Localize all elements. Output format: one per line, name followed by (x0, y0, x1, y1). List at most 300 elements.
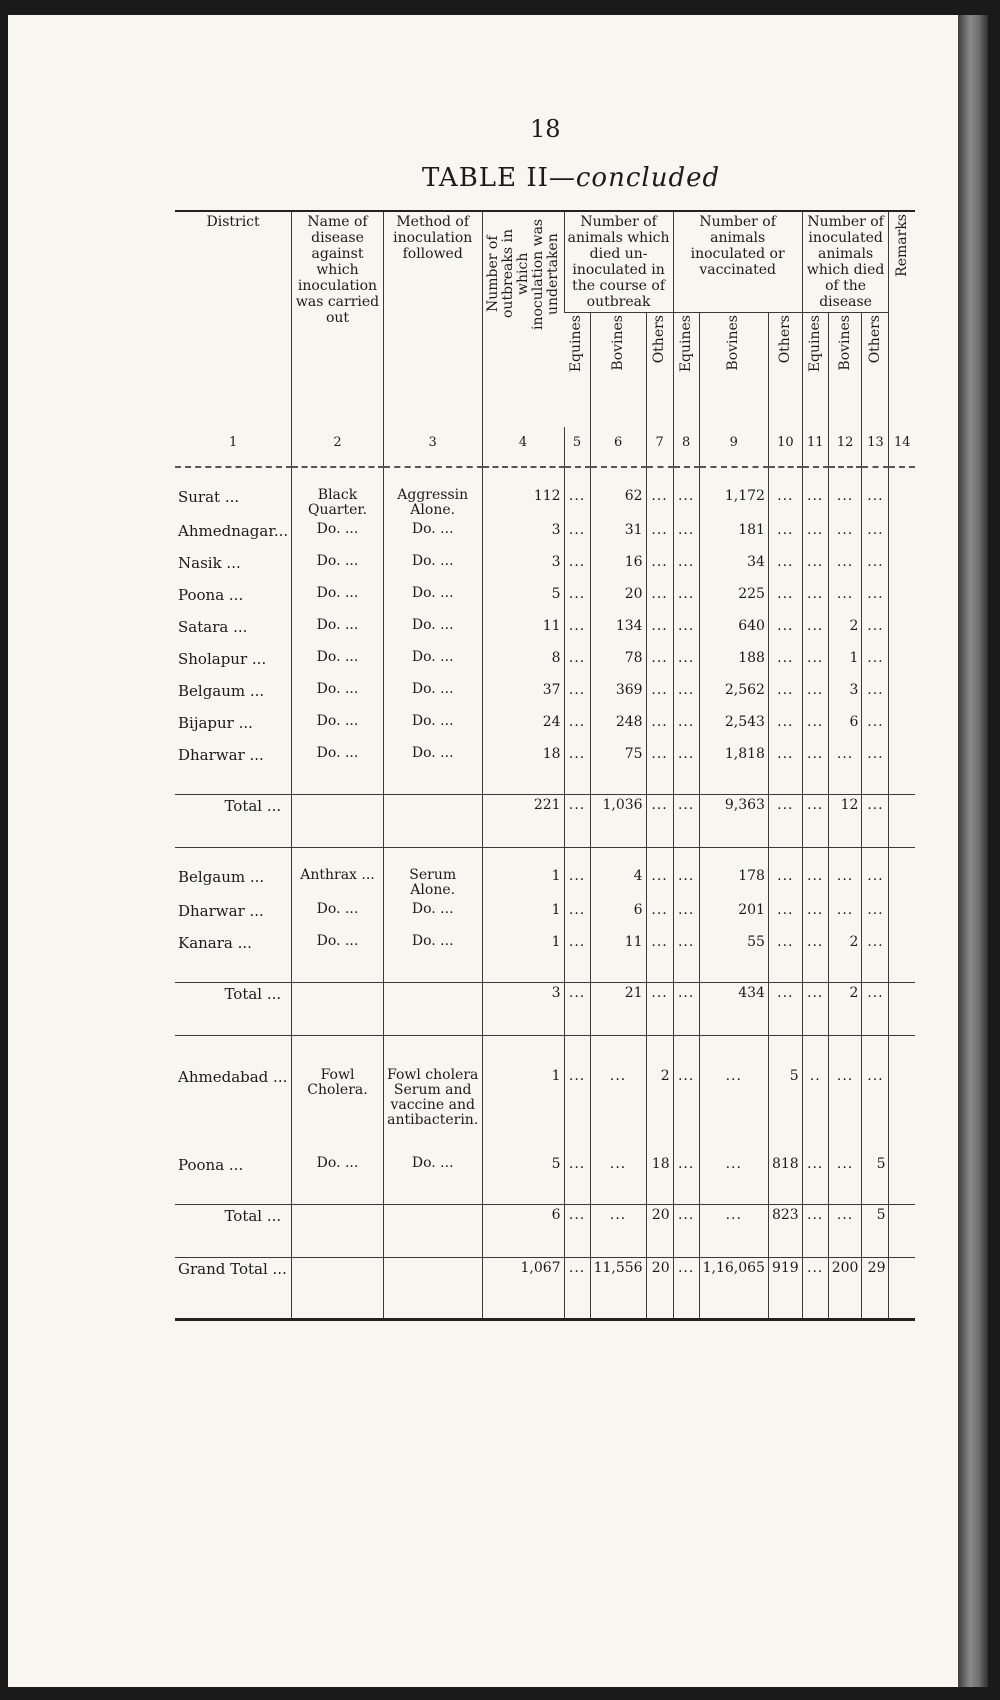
cell-i-eq: ... (802, 486, 828, 520)
cell-out: 24 (482, 712, 564, 744)
cell-district: Sholapur ... (178, 650, 267, 668)
cell-v-ot: ... (768, 552, 802, 584)
cell-d-ot: 20 (646, 1205, 673, 1258)
cell-method: Do. ... (383, 584, 482, 616)
spacer-cell (292, 964, 384, 983)
cell-i-ot: ... (862, 1054, 889, 1154)
cell-i-ot: ... (862, 680, 889, 712)
spacer-cell (383, 467, 482, 486)
cell-d-eq: ... (564, 866, 590, 900)
cell-v-ot: ... (768, 900, 802, 932)
table-row (175, 900, 915, 932)
spacer-cell (482, 776, 564, 795)
spacer-cell (862, 776, 889, 795)
book-spine (958, 15, 988, 1687)
cell-remarks (889, 983, 915, 1036)
cell-d-bo: 16 (590, 552, 646, 584)
cell-i-ot: ... (862, 520, 889, 552)
cell-v-ot: ... (768, 712, 802, 744)
table-row (175, 552, 915, 584)
cell-v-ot: ... (768, 795, 802, 848)
cell-remarks (889, 712, 915, 744)
spacer-row (175, 1186, 915, 1205)
spacer-cell (768, 776, 802, 795)
spacer-cell (699, 776, 768, 795)
spacer-cell (828, 776, 862, 795)
header-disease: Name of disease against which inoculation was carried out (292, 211, 384, 427)
cell-d-ot: ... (646, 983, 673, 1036)
spacer-cell (383, 1186, 482, 1205)
spacer-cell (482, 1186, 564, 1205)
cell-i-eq: ... (802, 900, 828, 932)
spacer-cell (590, 776, 646, 795)
spacer-cell (646, 1186, 673, 1205)
header-inoc-others-label: Others (866, 315, 883, 364)
cell-i-bo: 12 (828, 795, 862, 848)
header-group-inoc-died: Number of inoculated animals which died of the disease (802, 211, 889, 313)
cell-i-ot: 29 (862, 1258, 889, 1320)
cell-v-ot: ... (768, 648, 802, 680)
column-number: 12 (828, 427, 862, 467)
total-row (175, 795, 915, 848)
cell-remarks (889, 744, 915, 776)
table-row (175, 712, 915, 744)
cell-remarks (889, 520, 915, 552)
cell-i-bo: 200 (828, 1258, 862, 1320)
cell-district: Dharwar ... (178, 746, 264, 764)
table-title-italic: concluded (575, 163, 721, 193)
header-group-died: Number of animals which died un-inoculated in the course of outbreak (564, 211, 673, 313)
cell-v-ot: ... (768, 866, 802, 900)
spacer-cell (482, 964, 564, 983)
cell-disease: Do. ... (292, 1154, 384, 1186)
cell-d-ot: 20 (646, 1258, 673, 1320)
cell-v-ot: ... (768, 744, 802, 776)
spacer-cell (673, 964, 699, 983)
cell-i-eq: ... (802, 712, 828, 744)
spacer-cell (699, 1186, 768, 1205)
cell-method (383, 983, 482, 1036)
cell-method: Do. ... (383, 900, 482, 932)
cell-method (383, 1258, 482, 1320)
cell-i-eq: ... (802, 648, 828, 680)
spacer-cell (862, 848, 889, 867)
cell-remarks (889, 1258, 915, 1320)
cell-d-eq: ... (564, 744, 590, 776)
cell-remarks (889, 1054, 915, 1154)
header-died-bovines-label: Bovines (609, 315, 626, 371)
grand-total-label: Grand Total ... (175, 1258, 292, 1320)
spacer-cell (590, 1036, 646, 1055)
header-outbreaks-label: Number of outbreaks in which inoculation was undertaken (484, 218, 561, 330)
cell-d-eq: ... (564, 584, 590, 616)
cell-disease: Do. ... (292, 712, 384, 744)
cell-d-bo: 134 (590, 616, 646, 648)
cell-i-bo: ... (828, 520, 862, 552)
header-method: Method of inoculation followed (383, 211, 482, 427)
cell-i-ot: ... (862, 616, 889, 648)
spacer-cell (646, 848, 673, 867)
cell-district: Dharwar ... (178, 902, 264, 920)
cell-d-eq: ... (564, 520, 590, 552)
cell-method: Do. ... (383, 616, 482, 648)
cell-d-eq: ... (564, 680, 590, 712)
spacer-cell (889, 1036, 915, 1055)
cell-v-bo: 1,172 (699, 486, 768, 520)
cell-i-eq: ... (802, 1154, 828, 1186)
cell-d-bo: 31 (590, 520, 646, 552)
cell-i-eq: ... (802, 616, 828, 648)
cell-v-bo: 640 (699, 616, 768, 648)
spacer-cell (828, 848, 862, 867)
spacer-cell (889, 964, 915, 983)
cell-out: 5 (482, 584, 564, 616)
header-remarks-label: Remarks (893, 214, 910, 277)
column-number: 6 (590, 427, 646, 467)
table-row (175, 744, 915, 776)
cell-disease: Do. ... (292, 584, 384, 616)
cell-method: Do. ... (383, 552, 482, 584)
spacer-cell (862, 467, 889, 486)
table-row (175, 520, 915, 552)
spacer-cell (564, 776, 590, 795)
cell-i-eq: ... (802, 866, 828, 900)
cell-d-bo: 11 (590, 932, 646, 964)
spacer-cell (292, 1036, 384, 1055)
spacer-cell (768, 1036, 802, 1055)
column-number: 8 (673, 427, 699, 467)
cell-i-bo: ... (828, 866, 862, 900)
cell-v-eq: ... (673, 1205, 699, 1258)
header-inoc-equines-label: Equines (806, 315, 823, 373)
table-title (422, 163, 720, 193)
table-row (175, 584, 915, 616)
cell-v-eq: ... (673, 744, 699, 776)
cell-v-ot: ... (768, 983, 802, 1036)
cell-v-ot: ... (768, 486, 802, 520)
spacer-cell (699, 848, 768, 867)
cell-i-ot: ... (862, 900, 889, 932)
spacer-cell (802, 964, 828, 983)
cell-disease: Do. ... (292, 680, 384, 712)
cell-v-eq: ... (673, 1258, 699, 1320)
cell-i-bo: ... (828, 1205, 862, 1258)
cell-disease: Do. ... (292, 616, 384, 648)
cell-d-ot: ... (646, 486, 673, 520)
spacer-cell (564, 1036, 590, 1055)
cell-i-bo: 1 (828, 648, 862, 680)
spacer-cell (802, 1186, 828, 1205)
cell-out: 18 (482, 744, 564, 776)
spacer-cell (292, 848, 384, 867)
cell-v-eq: ... (673, 712, 699, 744)
cell-v-bo: 2,543 (699, 712, 768, 744)
cell-out: 112 (482, 486, 564, 520)
spacer-cell (673, 776, 699, 795)
cell-out: 3 (482, 520, 564, 552)
cell-i-ot: 5 (862, 1154, 889, 1186)
cell-i-ot: ... (862, 584, 889, 616)
cell-d-bo: 1,036 (590, 795, 646, 848)
cell-out: 1 (482, 866, 564, 900)
spacer-cell (175, 776, 292, 795)
cell-i-eq: ... (802, 983, 828, 1036)
cell-district: Poona ... (178, 586, 244, 604)
cell-i-eq: .. (802, 1054, 828, 1154)
cell-method: Do. ... (383, 648, 482, 680)
cell-v-bo: 9,363 (699, 795, 768, 848)
header-vacc-bovines (699, 313, 768, 428)
cell-disease: Do. ... (292, 520, 384, 552)
cell-out: 8 (482, 648, 564, 680)
cell-method: Do. ... (383, 932, 482, 964)
cell-d-eq: ... (564, 1205, 590, 1258)
spacer-cell (673, 848, 699, 867)
cell-d-bo: ... (590, 1205, 646, 1258)
spacer-cell (383, 1036, 482, 1055)
grand-total-row (175, 1258, 915, 1320)
cell-i-bo: ... (828, 900, 862, 932)
cell-d-eq: ... (564, 648, 590, 680)
cell-remarks (889, 932, 915, 964)
spacer-cell (828, 1186, 862, 1205)
cell-d-bo: 21 (590, 983, 646, 1036)
cell-i-bo: 2 (828, 616, 862, 648)
cell-d-ot: ... (646, 744, 673, 776)
cell-out: 5 (482, 1154, 564, 1186)
spacer-cell (564, 1186, 590, 1205)
cell-out: 37 (482, 680, 564, 712)
cell-district: Belgaum ... (178, 682, 265, 700)
cell-method: Serum Alone. (383, 866, 482, 900)
spacer-cell (673, 467, 699, 486)
cell-v-eq: ... (673, 1054, 699, 1154)
cell-i-eq: ... (802, 1205, 828, 1258)
spacer-row (175, 848, 915, 867)
header-inoc-equines (802, 313, 828, 428)
cell-district: Belgaum ... (178, 868, 265, 886)
cell-d-ot: ... (646, 866, 673, 900)
spacer-cell (862, 1036, 889, 1055)
spacer-cell (862, 1186, 889, 1205)
cell-d-ot: ... (646, 584, 673, 616)
cell-remarks (889, 795, 915, 848)
spacer-cell (889, 1186, 915, 1205)
table-row (175, 616, 915, 648)
header-inoc-bovines (828, 313, 862, 428)
cell-disease (292, 983, 384, 1036)
cell-disease (292, 1258, 384, 1320)
header-died-equines-label: Equines (568, 315, 585, 373)
cell-district: Poona ... (178, 1156, 244, 1174)
cell-district: Kanara ... (178, 934, 252, 952)
cell-d-eq: ... (564, 983, 590, 1036)
spacer-cell (699, 467, 768, 486)
cell-v-eq: ... (673, 795, 699, 848)
cell-remarks (889, 616, 915, 648)
cell-v-bo: 188 (699, 648, 768, 680)
spacer-cell (802, 776, 828, 795)
spacer-cell (768, 467, 802, 486)
column-number: 9 (699, 427, 768, 467)
table-title-main: TABLE II— (422, 163, 576, 193)
spacer-cell (768, 1186, 802, 1205)
header-died-others (646, 313, 673, 428)
cell-d-eq: ... (564, 1258, 590, 1320)
spacer-cell (564, 848, 590, 867)
cell-v-bo: 2,562 (699, 680, 768, 712)
cell-v-bo: 178 (699, 866, 768, 900)
cell-disease: Do. ... (292, 648, 384, 680)
spacer-cell (292, 776, 384, 795)
spacer-cell (768, 848, 802, 867)
cell-i-eq: ... (802, 795, 828, 848)
inoculation-table (175, 210, 915, 1321)
cell-method: Do. ... (383, 1154, 482, 1186)
cell-out: 1 (482, 932, 564, 964)
table-row (175, 1054, 915, 1154)
cell-v-bo: 34 (699, 552, 768, 584)
cell-d-eq: ... (564, 1154, 590, 1186)
header-died-bovines (590, 313, 646, 428)
header-died-equines (564, 313, 590, 428)
column-number: 13 (862, 427, 889, 467)
cell-d-ot: ... (646, 932, 673, 964)
cell-i-ot: ... (862, 983, 889, 1036)
header-died-others-label: Others (651, 315, 668, 364)
cell-i-ot: ... (862, 486, 889, 520)
spacer-cell (292, 467, 384, 486)
cell-disease: Do. ... (292, 932, 384, 964)
cell-d-ot: ... (646, 552, 673, 584)
column-number: 5 (564, 427, 590, 467)
header-inoc-bovines-label: Bovines (836, 315, 853, 371)
cell-d-bo: 20 (590, 584, 646, 616)
cell-method: Do. ... (383, 712, 482, 744)
cell-v-eq: ... (673, 486, 699, 520)
cell-d-ot: ... (646, 680, 673, 712)
cell-v-ot: ... (768, 932, 802, 964)
cell-v-bo: 1,16,065 (699, 1258, 768, 1320)
spacer-cell (590, 1186, 646, 1205)
spacer-row (175, 467, 915, 486)
cell-v-eq: ... (673, 680, 699, 712)
column-number: 2 (292, 427, 384, 467)
cell-i-eq: ... (802, 744, 828, 776)
cell-d-ot: ... (646, 648, 673, 680)
total-row (175, 983, 915, 1036)
cell-i-bo: ... (828, 1154, 862, 1186)
cell-remarks (889, 866, 915, 900)
column-number-row (175, 427, 915, 467)
cell-d-eq: ... (564, 932, 590, 964)
spacer-cell (699, 1036, 768, 1055)
cell-v-eq: ... (673, 932, 699, 964)
cell-v-ot: ... (768, 520, 802, 552)
cell-v-bo: 55 (699, 932, 768, 964)
cell-i-bo: ... (828, 584, 862, 616)
cell-remarks (889, 552, 915, 584)
cell-d-eq: ... (564, 616, 590, 648)
spacer-cell (175, 467, 292, 486)
cell-d-bo: 62 (590, 486, 646, 520)
spacer-row (175, 964, 915, 983)
column-number: 10 (768, 427, 802, 467)
cell-v-bo: ... (699, 1154, 768, 1186)
cell-d-eq: ... (564, 552, 590, 584)
header-remarks (889, 211, 915, 427)
cell-i-ot: 5 (862, 1205, 889, 1258)
cell-district: Bijapur ... (178, 714, 253, 732)
cell-i-ot: ... (862, 932, 889, 964)
cell-d-bo: ... (590, 1054, 646, 1154)
table-body (175, 467, 915, 1320)
cell-d-ot: ... (646, 795, 673, 848)
cell-d-bo: 11,556 (590, 1258, 646, 1320)
cell-method: Fowl cholera Serum and vaccine and antibacterin. (383, 1054, 482, 1154)
cell-d-ot: ... (646, 520, 673, 552)
spacer-cell (590, 467, 646, 486)
cell-i-bo: 2 (828, 932, 862, 964)
cell-d-bo: ... (590, 1154, 646, 1186)
cell-district: Ahmednagar... (178, 522, 289, 540)
cell-i-bo: 6 (828, 712, 862, 744)
cell-v-eq: ... (673, 616, 699, 648)
column-number: 14 (889, 427, 915, 467)
spacer-cell (482, 848, 564, 867)
spacer-cell (828, 467, 862, 486)
cell-i-ot: ... (862, 712, 889, 744)
cell-d-ot: ... (646, 712, 673, 744)
cell-v-bo: 225 (699, 584, 768, 616)
spacer-cell (802, 1036, 828, 1055)
cell-v-eq: ... (673, 648, 699, 680)
table-row (175, 680, 915, 712)
cell-i-ot: ... (862, 648, 889, 680)
cell-i-ot: ... (862, 795, 889, 848)
spacer-cell (564, 964, 590, 983)
cell-method (383, 795, 482, 848)
header-vacc-others-label: Others (776, 315, 793, 364)
spacer-cell (482, 1036, 564, 1055)
cell-i-bo: ... (828, 552, 862, 584)
cell-out: 1,067 (482, 1258, 564, 1320)
cell-remarks (889, 648, 915, 680)
cell-d-bo: 75 (590, 744, 646, 776)
cell-i-eq: ... (802, 932, 828, 964)
cell-disease (292, 1205, 384, 1258)
cell-i-eq: ... (802, 584, 828, 616)
cell-out: 1 (482, 900, 564, 932)
spacer-cell (175, 1186, 292, 1205)
cell-disease: Do. ... (292, 552, 384, 584)
spacer-row (175, 1036, 915, 1055)
cell-d-ot: ... (646, 900, 673, 932)
header-inoc-others (862, 313, 889, 428)
cell-d-eq: ... (564, 900, 590, 932)
spacer-cell (590, 848, 646, 867)
cell-v-eq: ... (673, 1154, 699, 1186)
cell-v-eq: ... (673, 552, 699, 584)
cell-disease: Do. ... (292, 744, 384, 776)
table-row (175, 866, 915, 900)
cell-d-eq: ... (564, 1054, 590, 1154)
cell-v-ot: ... (768, 584, 802, 616)
spacer-cell (646, 467, 673, 486)
spacer-cell (383, 848, 482, 867)
cell-out: 3 (482, 983, 564, 1036)
cell-i-bo: 2 (828, 983, 862, 1036)
